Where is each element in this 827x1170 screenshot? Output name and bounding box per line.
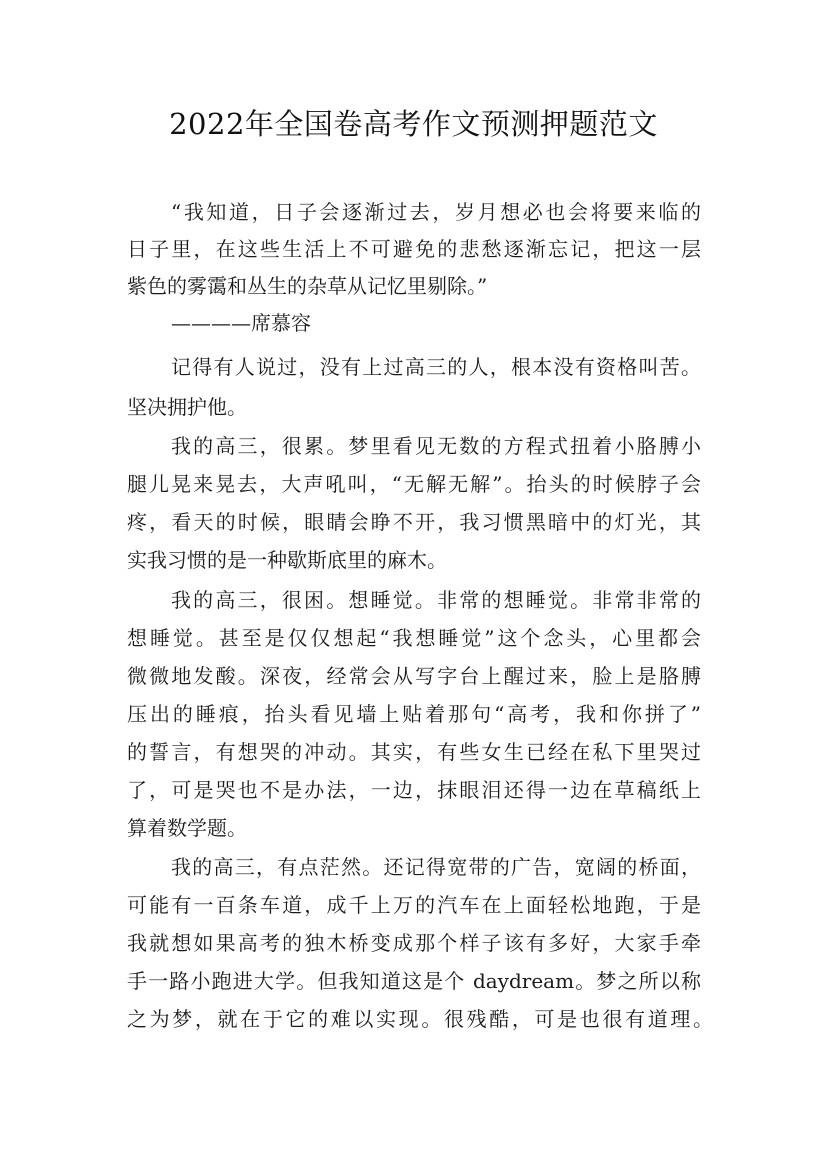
text-line: 腿儿晃来晃去，大声吼叫，“无解无解”。抬头的时候脖子会 <box>127 472 701 496</box>
text-line: 紫色的雾霭和丛生的杂草从记忆里剔除。” <box>127 274 488 298</box>
text-line: 了，可是哭也不是办法，一边，抹眼泪还得一边在草稿纸上 <box>127 778 701 802</box>
text-line: 算着数学题。 <box>127 816 247 840</box>
text-line: “我知道，日子会逐渐过去，岁月想必也会将要来临的 <box>171 200 701 224</box>
text-line: 的誓言，有想哭的冲动。其实，有些女生已经在私下里哭过 <box>127 740 701 764</box>
text-line: 疼，看天的时候，眼睛会睁不开，我习惯黑暗中的灯光，其 <box>127 510 701 534</box>
quote-attribution: ————席慕容 <box>171 311 311 335</box>
text-line: 坚决拥护他。 <box>127 395 247 419</box>
text-line: 记得有人说过，没有上过高三的人，根本没有资格叫苦。 <box>171 355 701 379</box>
document-title: 2022年全国卷高考作文预测押题范文 <box>169 107 658 141</box>
text-line: 可能有一百条车道，成千上万的汽车在上面轻松地跑，于是 <box>127 893 701 917</box>
text-line: 实我习惯的是一种歇斯底里的麻木。 <box>127 548 447 572</box>
text-line: 之为梦，就在于它的难以实现。很残酷，可是也很有道理。 <box>127 1007 713 1031</box>
text-line: 想睡觉。甚至是仅仅想起“我想睡觉”这个念头，心里都会 <box>127 626 701 650</box>
text-line: 微微地发酸。深夜，经常会从写字台上醒过来，脸上是胳膊 <box>127 664 701 688</box>
text-line: 日子里，在这些生活上不可避免的悲愁逐渐忘记，把这一层 <box>127 237 701 261</box>
text-line: 我的高三，很困。想睡觉。非常的想睡觉。非常非常的 <box>171 588 701 612</box>
text-line: 手一路小跑进大学。但我知道这是个 daydream。梦之所以称 <box>127 969 701 993</box>
text-line: 我就想如果高考的独木桥变成那个样子该有多好，大家手牵 <box>127 931 701 955</box>
text-line: 压出的睡痕，抬头看见墙上贴着那句“高考，我和你拼了” <box>127 702 701 726</box>
text-line: 我的高三，有点茫然。还记得宽带的广告，宽阔的桥面， <box>171 855 701 879</box>
text-line: 我的高三，很累。梦里看见无数的方程式扭着小胳膊小 <box>171 434 701 458</box>
